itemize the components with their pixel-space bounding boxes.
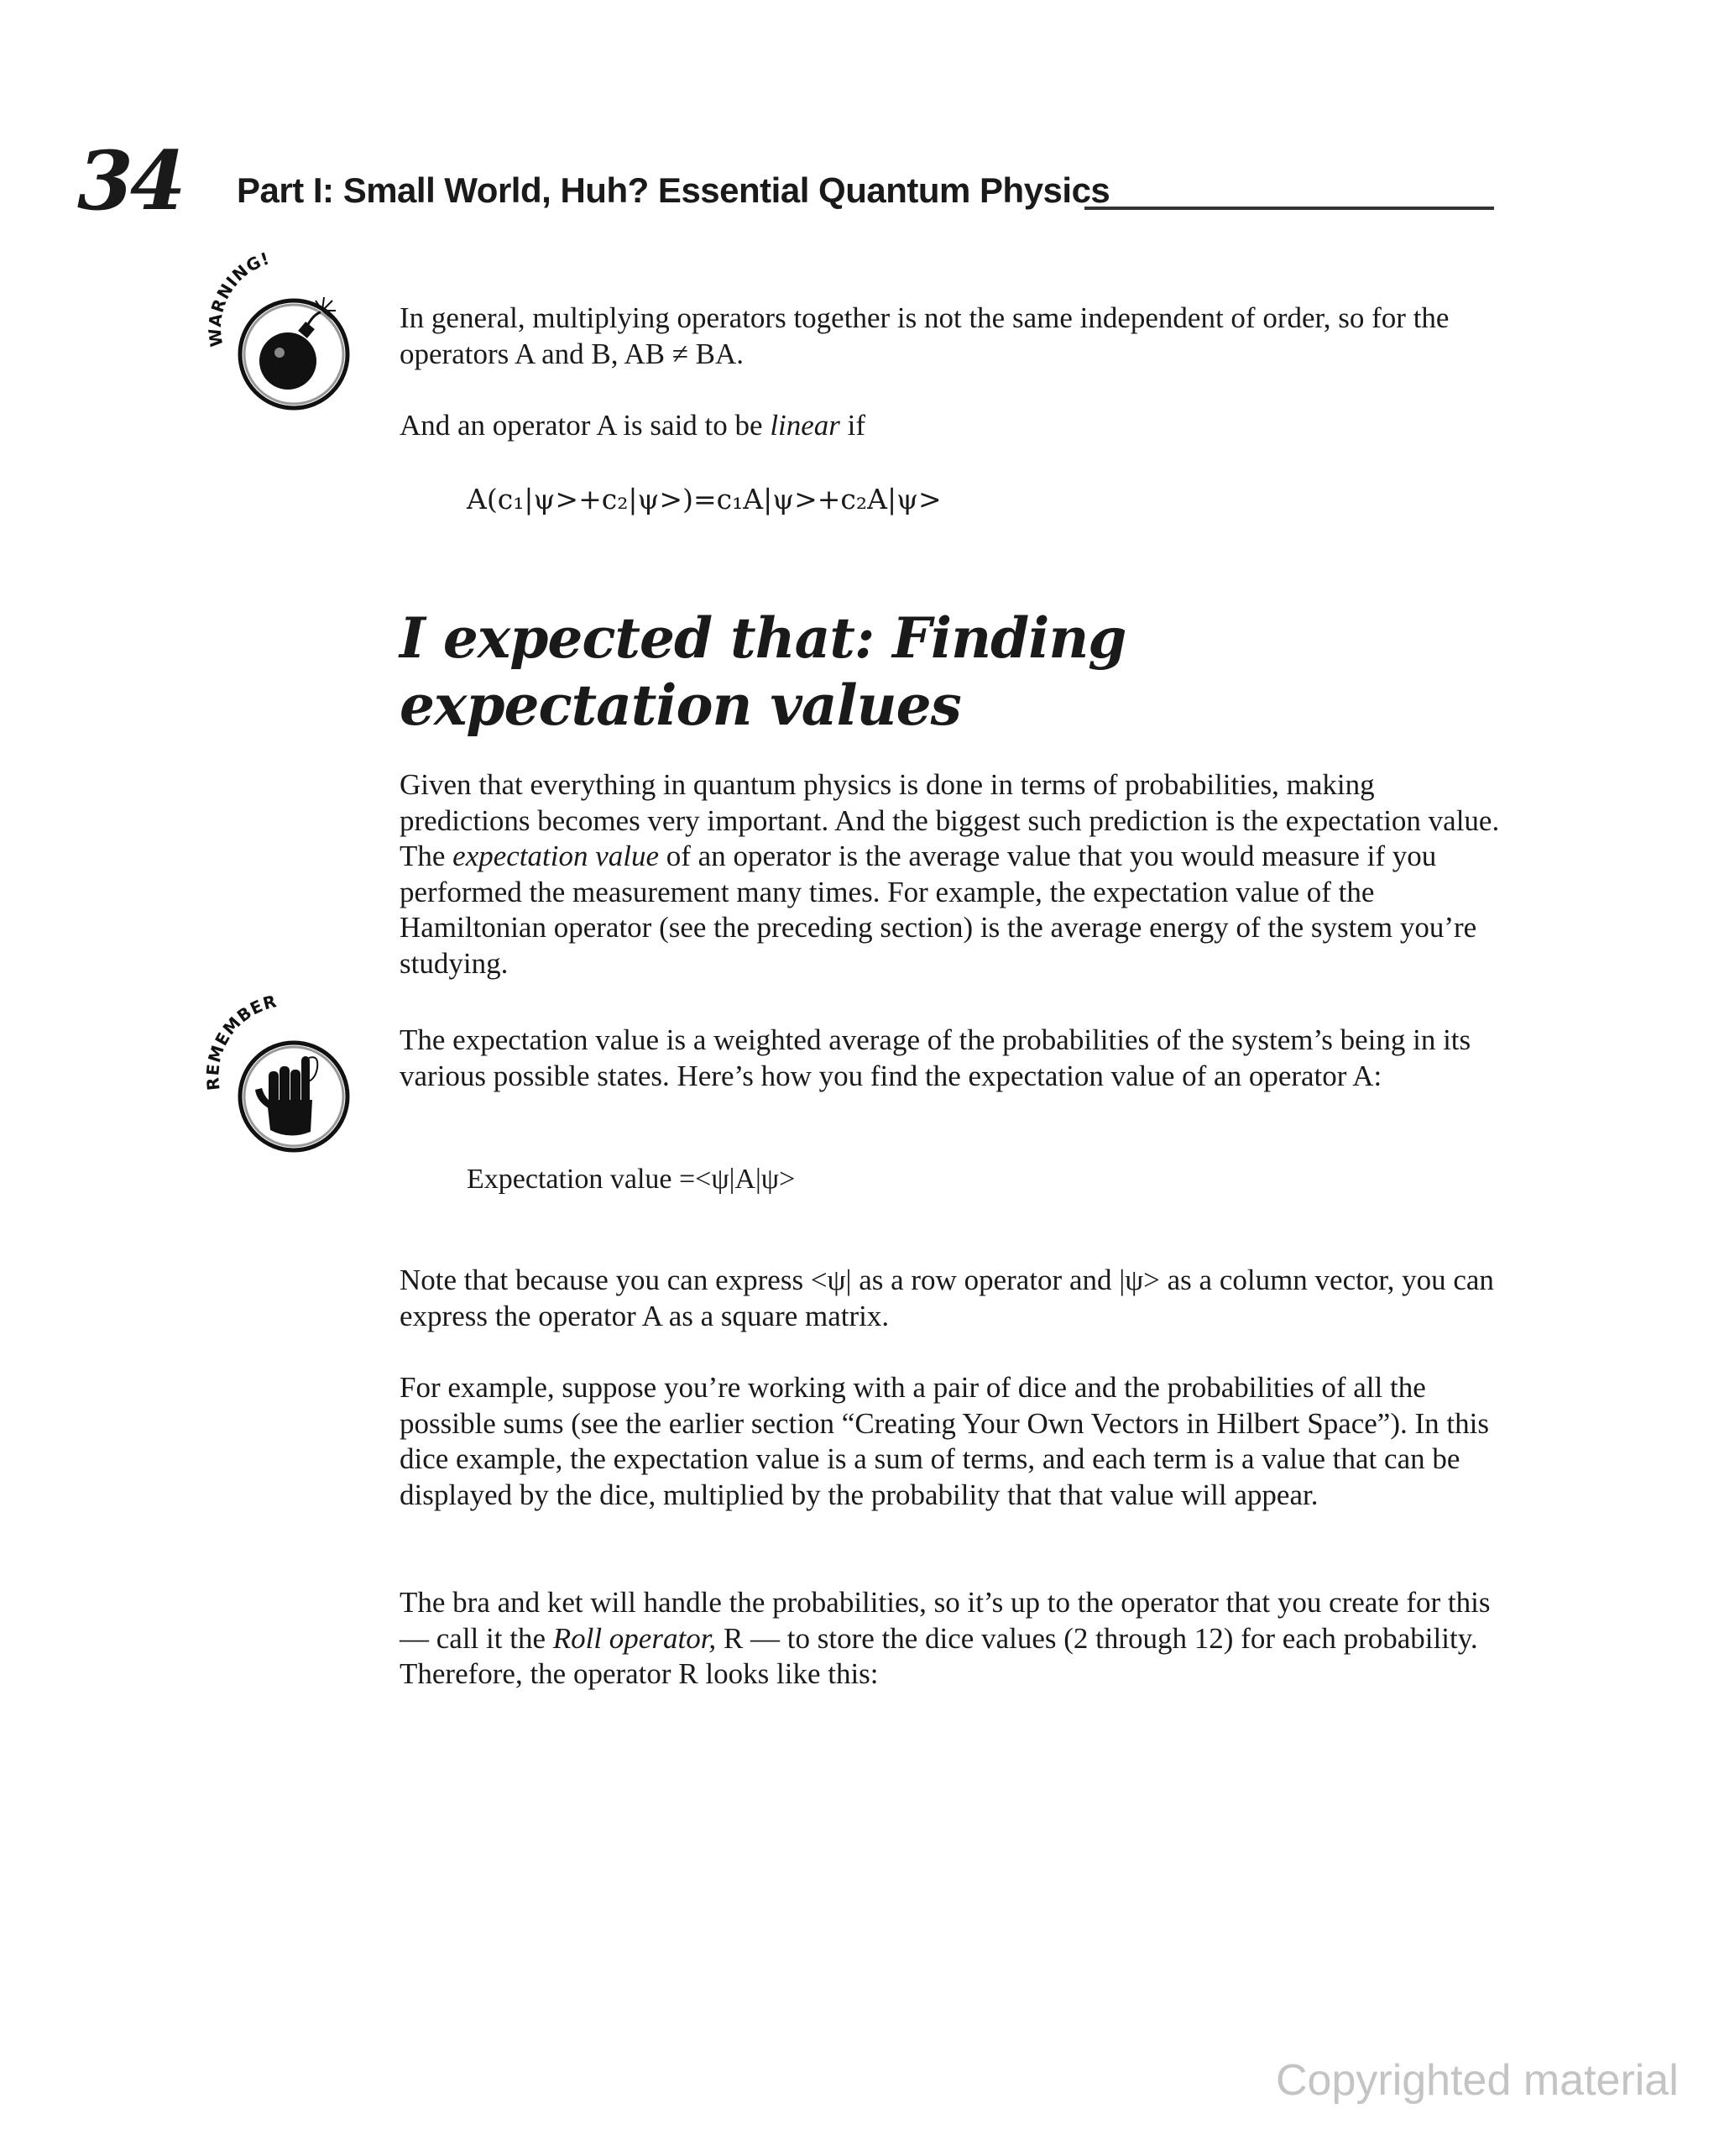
linear-text bbox=[400, 408, 1507, 444]
remember-icon-label: REMEMBER bbox=[202, 991, 280, 1091]
header-rule bbox=[1084, 207, 1494, 210]
matrix-note-text: Note that because you can express <ψ| as a row operator and |ψ> as a column vector, you can express the operator A as a square matrix. bbox=[400, 1264, 1494, 1332]
warning-bomb-icon bbox=[201, 252, 378, 428]
expectation-value-term: expectation value bbox=[452, 840, 660, 872]
dice-text: For example, suppose you’re working with a pair of dice and the probabilities of all the possible sums (see the earlier section “Creating Your Own Vectors in Hilbert Space”). In this dice example, the expectation value is a sum of terms, and each term is a value that can be displayed by the dice, multiplied by the probability that that value will appear. bbox=[400, 1371, 1489, 1511]
dice-paragraph bbox=[400, 1370, 1507, 1513]
intro-text bbox=[400, 767, 1507, 981]
intro-text-post: of an operator is the average value that you would measure if you performed the measurement many times. For example, the expectation value of the Hamiltonian operator (see the preceding section) is the average energy of the system you’re studying. bbox=[400, 840, 1477, 980]
expectation-equation: Expectation value =<ψ|A|ψ> bbox=[467, 1164, 796, 1195]
linear-term: linear bbox=[770, 409, 840, 442]
warning-paragraph bbox=[400, 301, 1507, 372]
remember-hand-icon bbox=[201, 991, 378, 1167]
warning-icon-label: WARNING! bbox=[204, 252, 273, 348]
roll-operator-text bbox=[400, 1585, 1507, 1693]
roll-text-pre: The bra and ket will handle the probabilities, so it’s up to the operator that you create for this — call it the bbox=[400, 1586, 1491, 1655]
linear-text-post: if bbox=[839, 409, 866, 442]
section-heading-line-2: expectation values bbox=[400, 672, 961, 738]
running-head: Part I: Small World, Huh? Essential Quantum Physics bbox=[237, 170, 1110, 210]
section-heading-line-1: I expected that: Finding bbox=[400, 605, 1126, 671]
section-heading bbox=[400, 604, 1491, 739]
intro-text-pre: Given that everything in quantum physics is done in terms of probabilities, making predictions becomes very important. And the biggest such prediction is the expectation value. The bbox=[400, 768, 1500, 872]
remember-paragraph bbox=[400, 1023, 1507, 1094]
remember-text: The expectation value is a weighted average of the probabilities of the system’s being in its various possible states. Here’s how you find the expectation value of an operator A: bbox=[400, 1023, 1471, 1092]
roll-operator-term: Roll operator, bbox=[552, 1621, 717, 1655]
roll-operator-paragraph bbox=[400, 1585, 1507, 1693]
page-number: 34 bbox=[77, 133, 183, 228]
roll-text-post: R — to store the dice values (2 through 12) for each probability. Therefore, the operator R looks like this: bbox=[400, 1621, 1478, 1690]
intro-paragraph bbox=[400, 767, 1507, 981]
linear-paragraph bbox=[400, 408, 1507, 444]
matrix-note-paragraph bbox=[400, 1263, 1507, 1334]
copyright-watermark: Copyrighted material bbox=[1276, 2056, 1679, 2105]
linear-text-pre: And an operator A is said to be bbox=[400, 409, 771, 442]
linearity-equation: A(c₁|ψ>+c₂|ψ>)=c₁A|ψ>+c₂A|ψ> bbox=[467, 483, 942, 515]
warning-text: In general, multiplying operators together is not the same independent of order, so for the operators A and B, AB ≠ BA. bbox=[400, 301, 1450, 370]
